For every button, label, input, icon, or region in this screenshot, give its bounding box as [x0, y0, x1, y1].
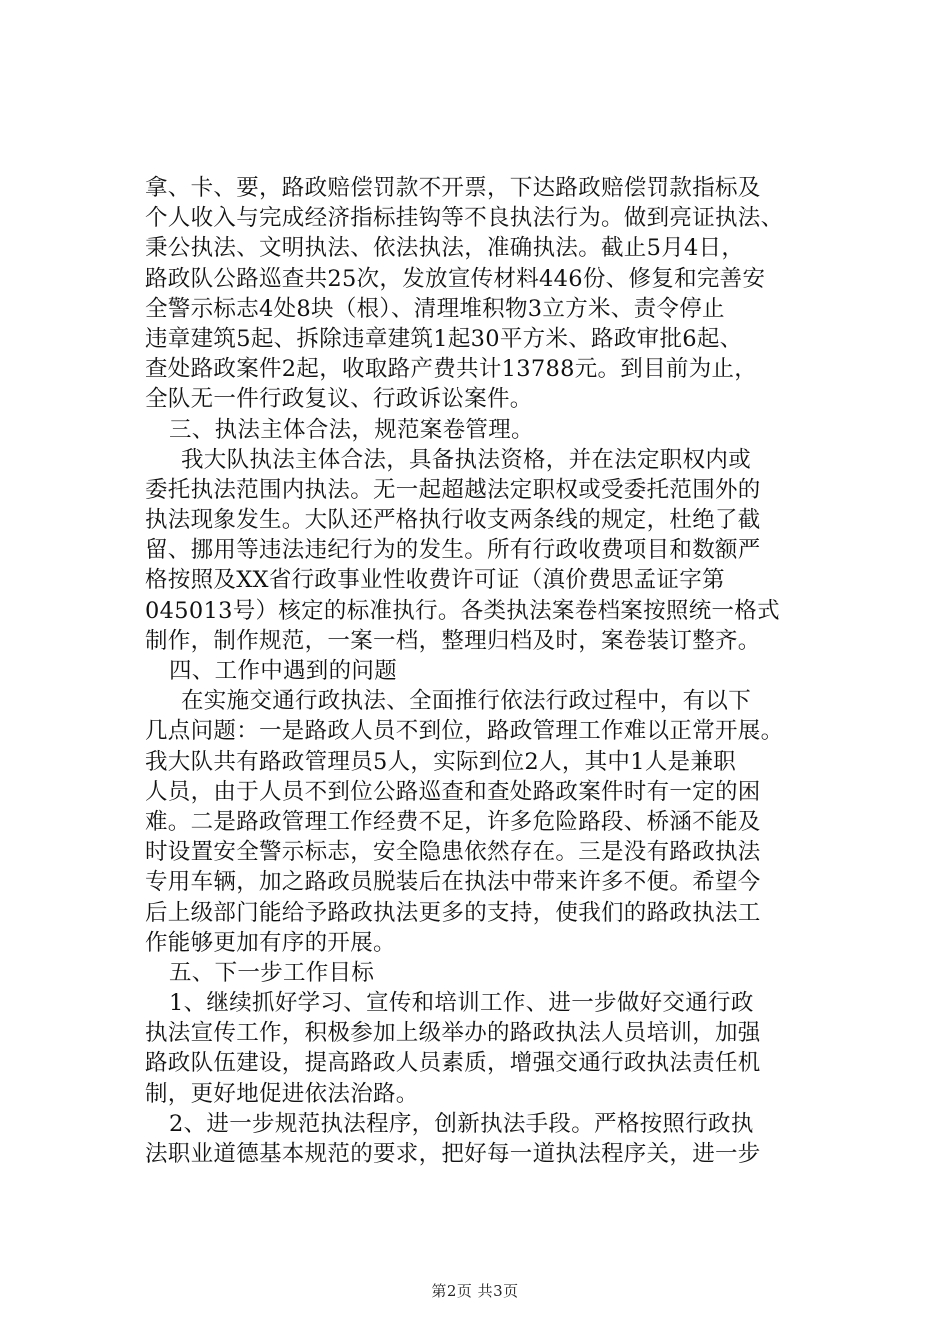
- text-line: 违章建筑5起、拆除违章建筑1起30平方米、路政审批6起、: [145, 325, 743, 352]
- text-line: 委托执法范围内执法。无一起超越法定职权或受委托范围外的: [145, 476, 761, 503]
- paragraph-start-line: 2、进一步规范执法程序，创新执法手段。严格按照行政执: [169, 1110, 754, 1137]
- paragraph-start-line: 我大队执法主体合法，具备执法资格，并在法定职权内或: [181, 446, 752, 473]
- text-line: 秉公执法、文明执法、依法执法，准确执法。截止5月4日，: [145, 235, 745, 262]
- text-line: 个人收入与完成经济指标挂钩等不良执法行为。做到亮证执法、: [145, 205, 784, 232]
- text-line: 路政队伍建设，提高路政人员素质，增强交通行政执法责任机: [145, 1050, 761, 1077]
- text-line: 作能够更加有序的开展。: [145, 929, 396, 956]
- paragraph-start-line: 在实施交通行政执法、全面推行依法行政过程中，有以下: [181, 688, 752, 715]
- page-footer: 第2页 共3页: [431, 1282, 519, 1300]
- section-heading: 四、工作中遇到的问题: [169, 658, 398, 684]
- text-line: 全队无一件行政复议、行政诉讼案件。: [145, 386, 533, 413]
- text-line: 路政队公路巡查共25次，发放宣传材料446份、修复和完善安: [145, 265, 766, 292]
- text-line: 制作，制作规范，一案一档，整理归档及时，案卷装订整齐。: [145, 627, 761, 654]
- text-line: 后上级部门能给予路政执法更多的支持，使我们的路政执法工: [145, 899, 761, 926]
- text-line: 难。二是路政管理工作经费不足，许多危险路段、桥涵不能及: [145, 808, 761, 835]
- text-line: 人员，由于人员不到位公路巡查和查处路政案件时有一定的困: [145, 778, 761, 805]
- text-line: 法职业道德基本规范的要求，把好每一道执法程序关，进一步: [145, 1141, 761, 1167]
- text-line: 全警示标志4处8块（根）、清理堆积物3立方米、责令停止: [145, 295, 725, 322]
- text-line: 制，更好地促进依法治路。: [145, 1080, 419, 1107]
- text-line: 格按照及XX省行政事业性收费许可证（滇价费思孟证字第: [145, 567, 725, 594]
- text-line: 时设置安全警示标志，安全隐患依然存在。三是没有路政执法: [145, 839, 761, 866]
- text-line: 执法宣传工作，积极参加上级举办的路政执法人员培训，加强: [145, 1020, 761, 1047]
- text-line: 几点问题：一是路政人员不到位，路政管理工作难以正常开展。: [145, 718, 784, 745]
- text-line: 专用车辆，加之路政员脱装后在执法中带来许多不便。希望今: [145, 869, 761, 896]
- document-body: [145, 173, 835, 1169]
- text-line: 我大队共有路政管理员5人，实际到位2人，其中1人是兼职: [145, 748, 737, 775]
- section-heading: 五、下一步工作目标: [169, 959, 375, 986]
- text-line: 拿、卡、要，路政赔偿罚款不开票，下达路政赔偿罚款指标及: [145, 175, 761, 201]
- section-heading: 三、执法主体合法，规范案卷管理。: [169, 416, 534, 443]
- text-line: 查处路政案件2起，收取路产费共计13788元。到目前为止，: [145, 356, 758, 383]
- text-line: 执法现象发生。大队还严格执行收支两条线的规定，杜绝了截: [145, 507, 761, 534]
- text-line: 留、挪用等违法违纪行为的发生。所有行政收费项目和数额严: [145, 537, 761, 564]
- text-line: 045013号）核定的标准执行。各类执法案卷档案按照统一格式: [145, 597, 780, 624]
- paragraph-start-line: 1、继续抓好学习、宣传和培训工作、进一步做好交通行政: [169, 990, 754, 1017]
